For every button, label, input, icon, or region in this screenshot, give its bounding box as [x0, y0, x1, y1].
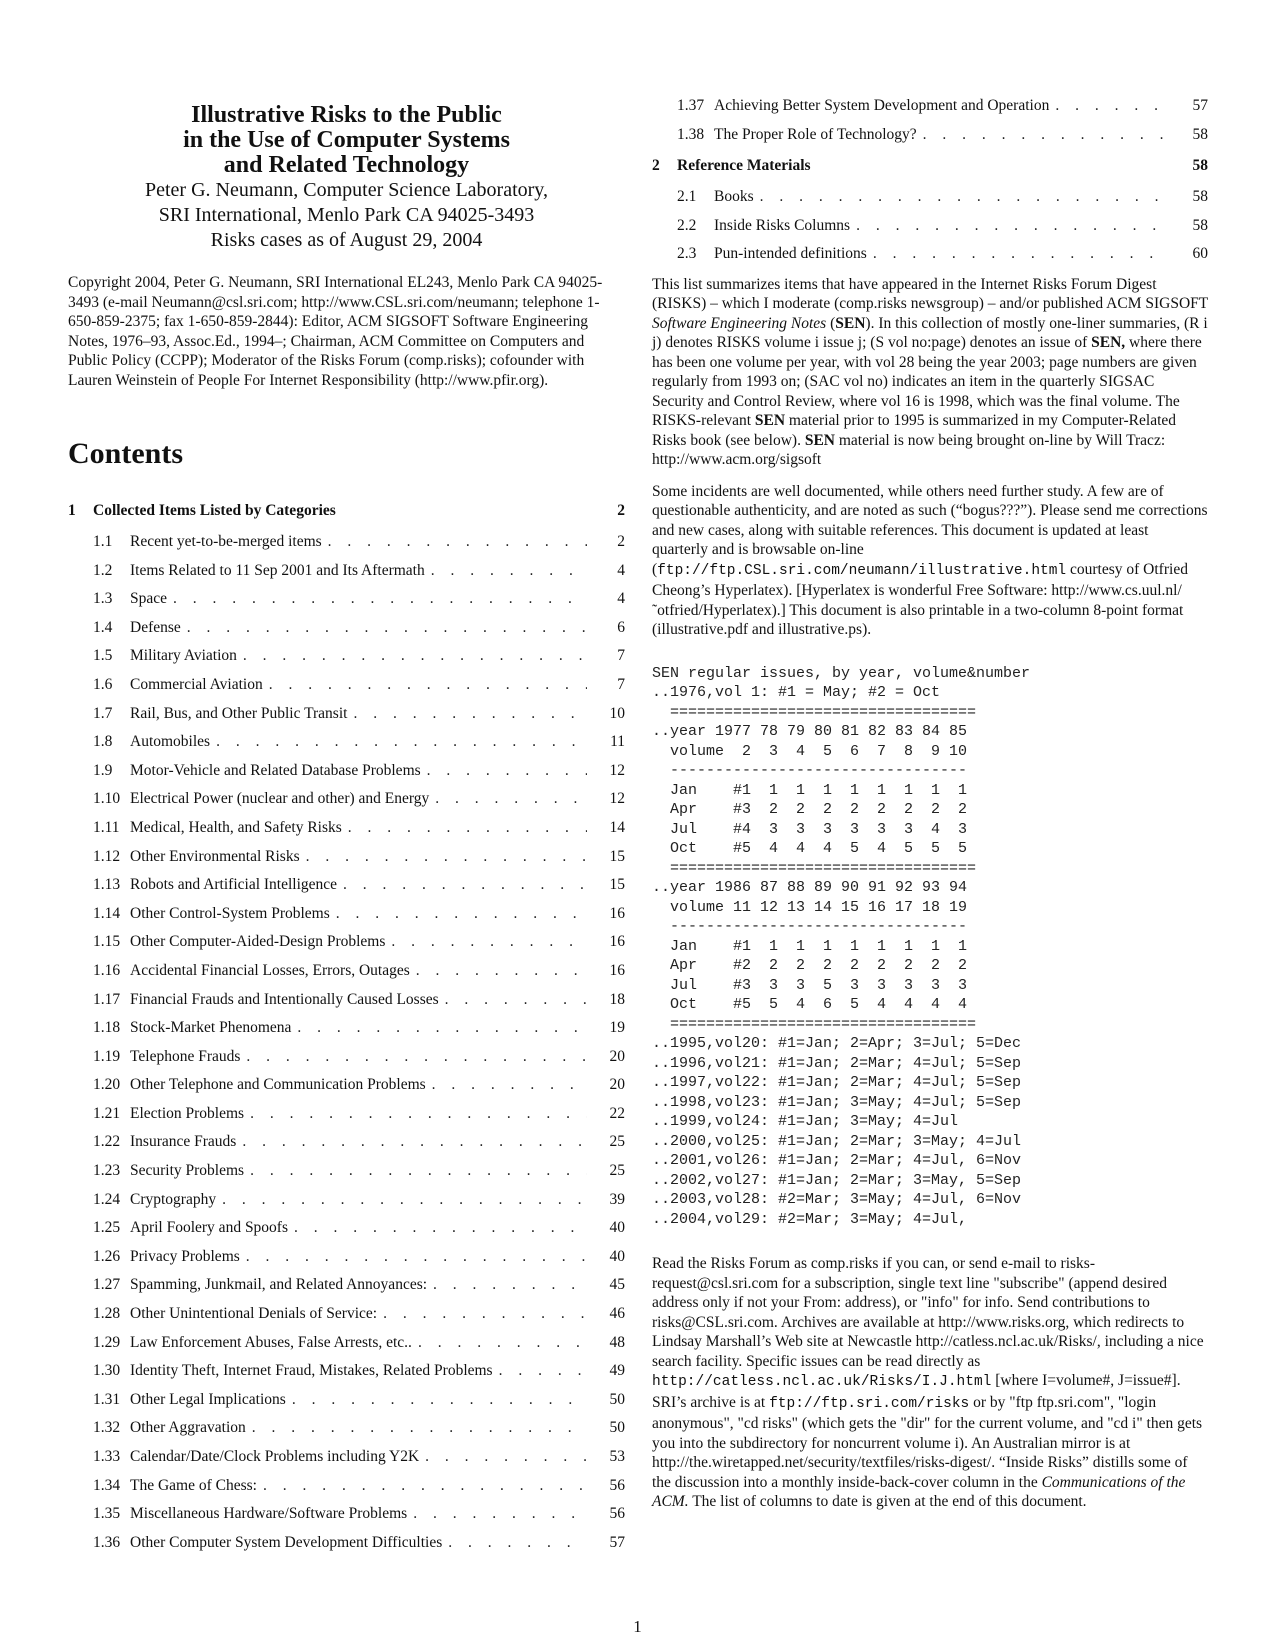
toc-entry-page: 53	[609, 1448, 625, 1465]
sri-ftp-url[interactable]: ftp://ftp.sri.com/risks	[769, 1395, 970, 1412]
toc-entry-title: Privacy Problems	[130, 1247, 240, 1265]
sen-table-line: ..1998,vol23: #1=Jan; 3=May; 4=Jul; 5=Sep	[652, 1093, 1022, 1111]
toc-entry[interactable]	[68, 1271, 625, 1300]
toc-entry-title: The Game of Chess:	[130, 1476, 257, 1494]
toc-entry-page: 12	[609, 790, 625, 808]
toc-entry-page: 15	[609, 876, 625, 894]
toc-leader-dots	[383, 1300, 587, 1329]
toc-leader-dots	[499, 1357, 587, 1386]
toc-entry[interactable]	[68, 1529, 625, 1558]
toc-entry-title: Defense	[130, 618, 181, 636]
toc-entry-title: Books	[714, 188, 754, 206]
toc-entry-number: 1.2	[93, 561, 113, 579]
toc-entry-number: 1.3	[93, 590, 113, 608]
toc-entry[interactable]	[68, 1100, 625, 1129]
toc-entry[interactable]	[68, 1014, 625, 1043]
toc-entry[interactable]	[68, 1500, 625, 1529]
toc-entry[interactable]	[68, 1386, 625, 1415]
toc-entry-number: 1.16	[93, 961, 121, 979]
toc-entry-page: 14	[609, 818, 625, 836]
paper-header	[68, 103, 625, 253]
author-line-1: Peter G. Neumann, Computer Science Laboratory,	[144, 179, 549, 201]
toc-entry-page: 57	[1192, 97, 1208, 114]
toc-entry-title: Automobiles	[130, 733, 211, 751]
toc-entry[interactable]	[652, 240, 1208, 269]
toc-entry[interactable]	[68, 1357, 625, 1386]
toc-leader-dots	[252, 1414, 587, 1443]
toc-entry-title: Miscellaneous Hardware/Software Problems	[130, 1505, 408, 1523]
toc-entry-page: 46	[609, 1305, 625, 1323]
toc-entry-title: Cryptography	[130, 1190, 217, 1208]
toc-leader-dots	[294, 1214, 587, 1243]
toc-entry-number: 1.1	[93, 533, 113, 550]
toc-entry-title: Reference Materials	[677, 157, 811, 175]
toc-entry-page: 40	[609, 1247, 625, 1265]
toc-entry-title: Recent yet-to-be-merged items	[130, 533, 322, 550]
toc-leader-dots	[246, 1243, 587, 1272]
toc-entry-page: 56	[609, 1476, 625, 1494]
toc-entry-number: 1.23	[93, 1162, 121, 1180]
toc-entry-number: 1.30	[93, 1362, 121, 1380]
toc-entry-title: Calendar/Date/Clock Problems including Y2K	[130, 1448, 420, 1465]
toc-entry[interactable]	[68, 700, 625, 729]
toc-entry-title: Medical, Health, and Safety Risks	[130, 818, 342, 836]
toc-entry-title: Other Computer-Aided-Design Problems	[130, 933, 386, 951]
toc-entry-title: The Proper Role of Technology?	[714, 125, 917, 143]
date-line: Risks cases as of August 29, 2004	[210, 229, 483, 251]
toc-entry-number: 1.26	[93, 1247, 121, 1265]
toc-entry-title: Law Enforcement Abuses, False Arrests, etc..	[130, 1333, 412, 1351]
toc-entry-page: 45	[609, 1276, 625, 1294]
right-column	[652, 97, 1208, 1524]
toc-entry-number: 2.3	[677, 245, 697, 263]
toc-entry-page: 20	[609, 1076, 625, 1094]
sen-abbrev: SEN	[835, 314, 866, 332]
sen-table-line: ..2002,vol27: #1=Jan; 2=Mar; 3=May, 5=Sep	[652, 1171, 1022, 1189]
toc-entry-page: 58	[1192, 216, 1208, 234]
toc-entry-page: 49	[609, 1362, 625, 1380]
toc-leader-dots	[216, 728, 587, 757]
risks-forum-paragraph	[652, 1254, 1208, 1512]
left-column	[68, 103, 625, 1557]
toc-entry-number: 1.27	[93, 1276, 121, 1294]
toc-entry[interactable]	[68, 957, 625, 986]
paper-title-line-3: and Related Technology	[223, 152, 470, 178]
toc-entry[interactable]	[652, 183, 1208, 212]
toc-leader-dots	[391, 928, 587, 957]
sen-table-line: volume 2 3 4 5 6 7 8 9 10	[652, 742, 968, 760]
toc-entry-title: Telephone Frauds	[130, 1047, 241, 1065]
sen-abbrev: SEN,	[1091, 334, 1126, 352]
toc-entry[interactable]	[68, 900, 625, 929]
sen-table-line: ..1997,vol22: #1=Jan; 2=Mar; 4=Jul; 5=Sep	[652, 1074, 1022, 1092]
sen-table-line: volume 11 12 13 14 15 16 17 18 19	[652, 898, 968, 916]
toc-entry-title: Financial Frauds and Intentionally Caused Losses	[130, 990, 439, 1008]
sen-table-line: ==================================	[652, 703, 977, 721]
toc-leader-dots	[435, 785, 587, 814]
sen-table-line: ..2004,vol29: #2=Mar; 3=May; 4=Jul,	[652, 1210, 968, 1228]
toc-entry-number: 1.31	[93, 1390, 121, 1408]
risks-forum-text: or by "ftp ftp.sri.com", "login anonymous", "cd risks" (which gets the "dir" for the current volume, and "cd i" then gets you into the subdirectory for noncurrent volume i). An Australian mirror is at http://the.wiretapped.net/security/textfiles/risks-digest/. “Inside Risks” distills some of the discussion into a monthly inside-back-cover column in the	[652, 1393, 1203, 1491]
toc-entry[interactable]	[68, 1443, 625, 1472]
toc-entry-number: 1.38	[677, 125, 705, 143]
sen-table-line: ..1996,vol21: #1=Jan; 2=Mar; 4=Jul; 5=Sep	[652, 1054, 1022, 1072]
toc-entry[interactable]	[68, 1414, 625, 1443]
toc-entry-number: 1.32	[93, 1419, 121, 1437]
intro-text: where there has been one volume per year, with vol 28 being the year 2003; page numbers are given regularly from 1993 on; (SAC vol no) indicates an item in the quarterly SIGSAC Security and Control Review, where vol 16 is 1998, which was the final volume. The RISKS-relevant	[652, 334, 1202, 430]
toc-entry-number: 1	[68, 502, 76, 519]
toc-leader-dots	[353, 700, 587, 729]
toc-entry-title: Other Telephone and Communication Problems	[130, 1076, 426, 1094]
toc-entry-number: 1.37	[677, 97, 705, 114]
toc-entry-page: 16	[609, 904, 625, 922]
intro-paragraph	[652, 275, 1208, 470]
toc-leader-dots	[269, 671, 587, 700]
toc-entry-page: 56	[609, 1505, 625, 1523]
toc-entry[interactable]	[68, 614, 625, 643]
toc-entry-page: 4	[617, 590, 625, 608]
toc-entry[interactable]	[68, 1128, 625, 1157]
toc-entry-page: 25	[609, 1162, 625, 1180]
toc-entry-page: 58	[1192, 157, 1208, 175]
sen-abbrev: SEN	[804, 431, 835, 449]
toc-entry-title: Insurance Frauds	[130, 1133, 237, 1151]
toc-entry[interactable]	[68, 557, 625, 586]
toc-entry-page: 2	[617, 502, 625, 519]
risks-forum-text: [where I=volume#, J=issue#]. SRI’s archive is at	[652, 1372, 1181, 1411]
toc-entry-number: 1.9	[93, 761, 113, 779]
incidents-text: courtesy of Otfried Cheong’s Hyperlatex). [Hyperlatex is wonderful Free Software: http://www.cs.uul.nl/˜otfried/Hyperlatex).] This document is also printable in a two-column 8-point format (illustrative.pdf and illustrative.ps).	[652, 560, 1188, 639]
toc-entry-page: 11	[610, 733, 625, 751]
toc-entry[interactable]	[68, 986, 625, 1015]
toc-entry-page: 50	[609, 1419, 625, 1437]
sen-table-line: Jan #1 1 1 1 1 1 1 1 1	[652, 937, 968, 955]
toc-leader-dots	[306, 843, 587, 872]
toc-entry-title: Other Control-System Problems	[130, 904, 330, 922]
toc-entry-title: Pun-intended definitions	[714, 245, 867, 263]
toc-entry[interactable]	[68, 1186, 625, 1215]
toc-entry-page: 19	[609, 1019, 625, 1037]
toc-leader-dots	[856, 212, 1170, 241]
toc-entry-number: 1.34	[93, 1476, 121, 1494]
sen-table-line: Jan #1 1 1 1 1 1 1 1 1	[652, 781, 968, 799]
toc-entry-number: 1.10	[93, 790, 121, 808]
sen-table-line: Oct #5 5 4 6 5 4 4 4 4	[652, 996, 968, 1014]
toc-entry-number: 2.1	[677, 188, 697, 206]
toc-leader-dots	[433, 1271, 587, 1300]
sen-table-line: ---------------------------------	[652, 762, 968, 780]
toc-entry-number: 1.18	[93, 1019, 121, 1037]
intro-text: This list summarizes items that have appeared in the Internet Risks Forum Digest (RISKS) – which I moderate (comp.risks newsgroup) – and/or published ACM SIGSOFT	[652, 275, 1208, 313]
toc-entry-title: April Foolery and Spoofs	[130, 1219, 289, 1237]
sen-issues-table	[652, 664, 1208, 1230]
toc-entry-title: Space	[130, 590, 168, 608]
sen-table-line: Apr #3 2 2 2 2 2 2 2 2	[652, 801, 968, 819]
toc-entry[interactable]	[68, 871, 625, 900]
sen-table-line: ..year 1977 78 79 80 81 82 83 84 85	[652, 723, 968, 741]
toc-entry-title: Other Computer System Development Difficulties	[130, 1533, 443, 1551]
sen-table-line: ==================================	[652, 859, 977, 877]
toc-entry-page: 12	[609, 761, 625, 779]
paper-title-line-1: Illustrative Risks to the Public	[191, 102, 502, 128]
toc-entry-number: 1.15	[93, 933, 121, 951]
toc-entry-number: 1.17	[93, 990, 121, 1008]
sen-table-line: ..2000,vol25: #1=Jan; 2=Mar; 3=May; 4=Jul	[652, 1132, 1022, 1150]
toc-entry-page: 15	[609, 847, 625, 865]
toc-entry[interactable]	[68, 528, 625, 557]
sen-table-line: ..2003,vol28: #2=Mar; 3=May; 4=Jul, 6=Nov	[652, 1191, 1022, 1209]
intro-text: material is now being brought on-line by Will Tracz: http://www.acm.org/sigsoft	[652, 431, 1166, 469]
toc-entry-title: Election Problems	[130, 1104, 245, 1122]
table-of-contents-continued	[652, 92, 1208, 269]
toc-leader-dots	[923, 121, 1170, 150]
sen-table-line: ..2001,vol26: #1=Jan; 2=Mar; 4=Jul, 6=Nov	[652, 1152, 1022, 1170]
toc-entry-page: 18	[609, 990, 625, 1008]
toc-leader-dots	[263, 1472, 587, 1501]
toc-leader-dots	[445, 986, 587, 1015]
toc-entry-page: 60	[1192, 245, 1208, 263]
toc-entry-number: 1.35	[93, 1505, 121, 1523]
toc-entry-page: 39	[609, 1190, 625, 1208]
toc-entry-number: 2.2	[677, 216, 697, 234]
sen-table-line: ..1999,vol24: #1=Jan; 3=May; 4=Jul	[652, 1113, 959, 1131]
toc-entry-number: 1.7	[93, 704, 113, 722]
toc-entry-title: Collected Items Listed by Categories	[93, 502, 336, 519]
toc-leader-dots	[343, 871, 587, 900]
toc-entry-number: 1.8	[93, 733, 113, 751]
toc-entry[interactable]	[68, 757, 625, 786]
toc-entry-number: 1.22	[93, 1133, 121, 1151]
toc-entry-number: 1.29	[93, 1333, 121, 1351]
toc-leader-dots	[418, 1329, 587, 1358]
sen-table-line: SEN regular issues, by year, volume&number	[652, 664, 1031, 682]
toc-leader-dots	[292, 1386, 587, 1415]
paper-title-line-2: in the Use of Computer Systems	[183, 127, 510, 153]
toc-entry[interactable]	[652, 121, 1208, 150]
toc-entry[interactable]	[68, 1071, 625, 1100]
toc-entry-number: 1.4	[93, 618, 113, 636]
page-number: 1	[633, 1617, 642, 1636]
toc-entry[interactable]	[68, 1472, 625, 1501]
toc-entry-number: 2	[652, 157, 660, 175]
toc-entry[interactable]	[68, 642, 625, 671]
toc-entry-page: 58	[1192, 188, 1208, 206]
toc-leader-dots	[173, 585, 587, 614]
toc-leader-dots	[243, 642, 587, 671]
toc-section-entry[interactable]	[652, 149, 1208, 183]
toc-entry[interactable]	[68, 728, 625, 757]
toc-entry[interactable]	[68, 1214, 625, 1243]
toc-leader-dots	[336, 900, 587, 929]
toc-entry[interactable]	[68, 671, 625, 700]
toc-entry-number: 1.21	[93, 1104, 121, 1122]
toc-entry-page: 58	[1192, 125, 1208, 143]
toc-entry-number: 1.13	[93, 876, 121, 894]
toc-entry-number: 1.11	[93, 818, 120, 836]
copyright-notice: Copyright 2004, Peter G. Neumann, SRI International EL243, Menlo Park CA 94025-3493 (e-mail Neumann@csl.sri.com; http://www.CSL.sri.com/neumann; telephone 1-650-859-2375; fax 1-650-859-2844): Editor, ACM SIGSOFT Software Engineering Notes, 1976–93, Assoc.Ed., 1994–; Chairman, ACM Committee on Computers and Public Policy (CCPP); Moderator of the Risks Forum (comp.risks); cofounder with Lauren Weinstein of People For Internet Responsibility (http://www.pfir.org).	[68, 274, 603, 389]
toc-entry-title: Security Problems	[130, 1162, 245, 1180]
toc-leader-dots	[413, 1500, 587, 1529]
toc-entry-title: Military Aviation	[130, 647, 237, 665]
toc-entry-number: 1.24	[93, 1190, 121, 1208]
toc-entry[interactable]	[68, 1329, 625, 1358]
cacm-title: Communications of the ACM.	[652, 1473, 1186, 1511]
toc-leader-dots	[425, 1443, 587, 1472]
risks-forum-text: The list of columns to date is given at the end of this document.	[688, 1493, 1087, 1511]
toc-entry-number: 1.20	[93, 1076, 121, 1094]
toc-entry-page: 20	[609, 1047, 625, 1065]
sen-table-line: ..1976,vol 1: #1 = May; #2 = Oct	[652, 684, 941, 702]
toc-entry-title: Inside Risks Columns	[714, 216, 851, 234]
contents-heading: Contents	[68, 437, 184, 470]
author-line-2: SRI International, Menlo Park CA 94025-3493	[158, 204, 535, 226]
intro-text: ). In this collection of mostly one-liner summaries, (R i j) denotes RISKS volume i issue j; (S vol no:page) denotes an issue of	[652, 314, 1208, 352]
toc-entry[interactable]	[68, 814, 625, 843]
toc-entry-title: Other Legal Implications	[130, 1390, 286, 1408]
toc-entry-number: 1.36	[93, 1533, 121, 1551]
sen-table-line: ..1995,vol20: #1=Jan; 2=Apr; 3=Jul; 5=Dec	[652, 1035, 1022, 1053]
toc-entry-title: Motor-Vehicle and Related Database Problems	[130, 761, 421, 779]
sen-table-line: Apr #2 2 2 2 2 2 2 2 2	[652, 957, 968, 975]
sen-abbrev: SEN	[754, 412, 786, 430]
sen-table-line: ---------------------------------	[652, 918, 968, 936]
toc-entry-page: 48	[609, 1333, 625, 1351]
toc-entry-title: Rail, Bus, and Other Public Transit	[130, 704, 348, 722]
sen-table-line: ==================================	[652, 1015, 977, 1033]
toc-entry-number: 1.14	[93, 904, 121, 922]
toc-leader-dots	[242, 1128, 587, 1157]
incidents-text: Some incidents are well documented, while others need further study. A few are of questionable authenticity, and are noted as such (“bogus???”). Please send me corrections and new cases, along with suitable references. This document is updated at least quarterly and is browsable on-line (	[652, 482, 1208, 578]
toc-entry-page: 57	[609, 1533, 625, 1551]
toc-entry-title: Other Unintentional Denials of Service:	[130, 1305, 378, 1323]
toc-entry[interactable]	[68, 1243, 625, 1272]
toc-entry-page: 22	[609, 1104, 625, 1122]
incidents-paragraph	[652, 482, 1208, 640]
toc-leader-dots	[297, 1014, 587, 1043]
table-of-contents	[68, 494, 625, 1557]
toc-entry[interactable]	[652, 212, 1208, 241]
catless-issue-url[interactable]: http://catless.ncl.ac.uk/Risks/I.J.html	[652, 1374, 992, 1391]
toc-entry-number: 1.25	[93, 1219, 121, 1237]
risks-forum-text: Read the Risks Forum as comp.risks if you can, or send e-mail to risks-request@csl.sri.com for a subscription, single text line "subscribe" (append desired address only if not your From: address), or "info" for info. Send contributions to risks@CSL.sri.com. Archives are available at http://www.risks.org, which redirects to Lindsay Marshall’s Web site at Newcastle http://catless.ncl.ac.uk/Risks/, including a nice search facility. Specific issues can be read directly as	[652, 1255, 1204, 1370]
toc-entry-number: 1.33	[93, 1448, 121, 1465]
toc-entry-page: 2	[617, 533, 625, 550]
illustrative-url[interactable]: ftp://ftp.CSL.sri.com/neumann/illustrative.html	[657, 562, 1067, 579]
toc-entry-page: 50	[609, 1390, 625, 1408]
intro-text: (	[826, 314, 836, 332]
sen-title: Software Engineering Notes	[652, 314, 827, 332]
toc-leader-dots	[250, 1100, 587, 1129]
toc-entry-title: Commercial Aviation	[130, 675, 263, 693]
toc-entry-page: 7	[617, 675, 625, 693]
toc-entry-page: 10	[609, 704, 625, 722]
toc-leader-dots	[431, 557, 587, 586]
toc-entry-title: Stock-Market Phenomena	[130, 1019, 292, 1037]
toc-entry-title: Other Aggravation	[130, 1419, 246, 1437]
toc-entry-number: 1.19	[93, 1047, 121, 1065]
toc-leader-dots	[1055, 92, 1170, 121]
toc-entry-number: 1.5	[93, 647, 113, 665]
toc-entry-page: 4	[617, 561, 625, 579]
toc-entry-title: Identity Theft, Internet Fraud, Mistakes, Related Problems	[130, 1362, 493, 1380]
toc-entry[interactable]	[652, 92, 1208, 121]
toc-entry[interactable]	[68, 785, 625, 814]
toc-leader-dots	[448, 1529, 587, 1558]
intro-text: material prior to 1995 is summarized in my Computer-Related Risks book (see below).	[652, 412, 1177, 449]
toc-leader-dots	[348, 814, 587, 843]
toc-leader-dots	[187, 614, 587, 643]
toc-leader-dots	[250, 1157, 587, 1186]
toc-leader-dots	[416, 957, 587, 986]
toc-leader-dots	[328, 528, 587, 557]
sen-table-line: Jul #3 3 3 5 3 3 3 3 3	[652, 976, 968, 994]
toc-entry-title: Spamming, Junkmail, and Related Annoyances:	[130, 1276, 428, 1294]
toc-section-entry[interactable]	[68, 494, 625, 528]
toc-entry[interactable]	[68, 843, 625, 872]
sen-table-line: Oct #5 4 4 4 5 4 5 5 5	[652, 840, 968, 858]
toc-entry-page: 16	[609, 961, 625, 979]
toc-entry[interactable]	[68, 928, 625, 957]
toc-entry-title: Other Environmental Risks	[130, 847, 300, 865]
toc-leader-dots	[432, 1071, 587, 1100]
toc-entry-page: 16	[609, 933, 625, 951]
toc-entry-title: Accidental Financial Losses, Errors, Outages	[130, 961, 410, 979]
toc-entry-page: 6	[617, 618, 625, 636]
sen-table-line: ..year 1986 87 88 89 90 91 92 93 94	[652, 879, 968, 897]
toc-leader-dots	[427, 757, 587, 786]
toc-entry-number: 1.28	[93, 1305, 121, 1323]
toc-leader-dots	[222, 1186, 587, 1215]
toc-entry-title: Items Related to 11 Sep 2001 and Its Aftermath	[130, 561, 425, 579]
toc-entry-title: Robots and Artificial Intelligence	[130, 876, 338, 894]
toc-entry-page: 25	[609, 1133, 625, 1151]
toc-entry[interactable]	[68, 1043, 625, 1072]
toc-entry-title: Electrical Power (nuclear and other) and Energy	[130, 790, 430, 808]
toc-leader-dots	[873, 240, 1170, 269]
toc-entry-number: 1.6	[93, 675, 113, 693]
toc-entry[interactable]	[68, 585, 625, 614]
toc-entry[interactable]	[68, 1157, 625, 1186]
toc-entry[interactable]	[68, 1300, 625, 1329]
toc-entry-number: 1.12	[93, 847, 121, 865]
toc-entry-page: 7	[617, 647, 625, 665]
toc-entry-page: 40	[609, 1219, 625, 1237]
toc-leader-dots	[246, 1043, 587, 1072]
sen-table-line: Jul #4 3 3 3 3 3 3 4 3	[652, 820, 968, 838]
toc-leader-dots	[760, 183, 1170, 212]
toc-entry-title: Achieving Better System Development and Operation	[714, 97, 1050, 114]
